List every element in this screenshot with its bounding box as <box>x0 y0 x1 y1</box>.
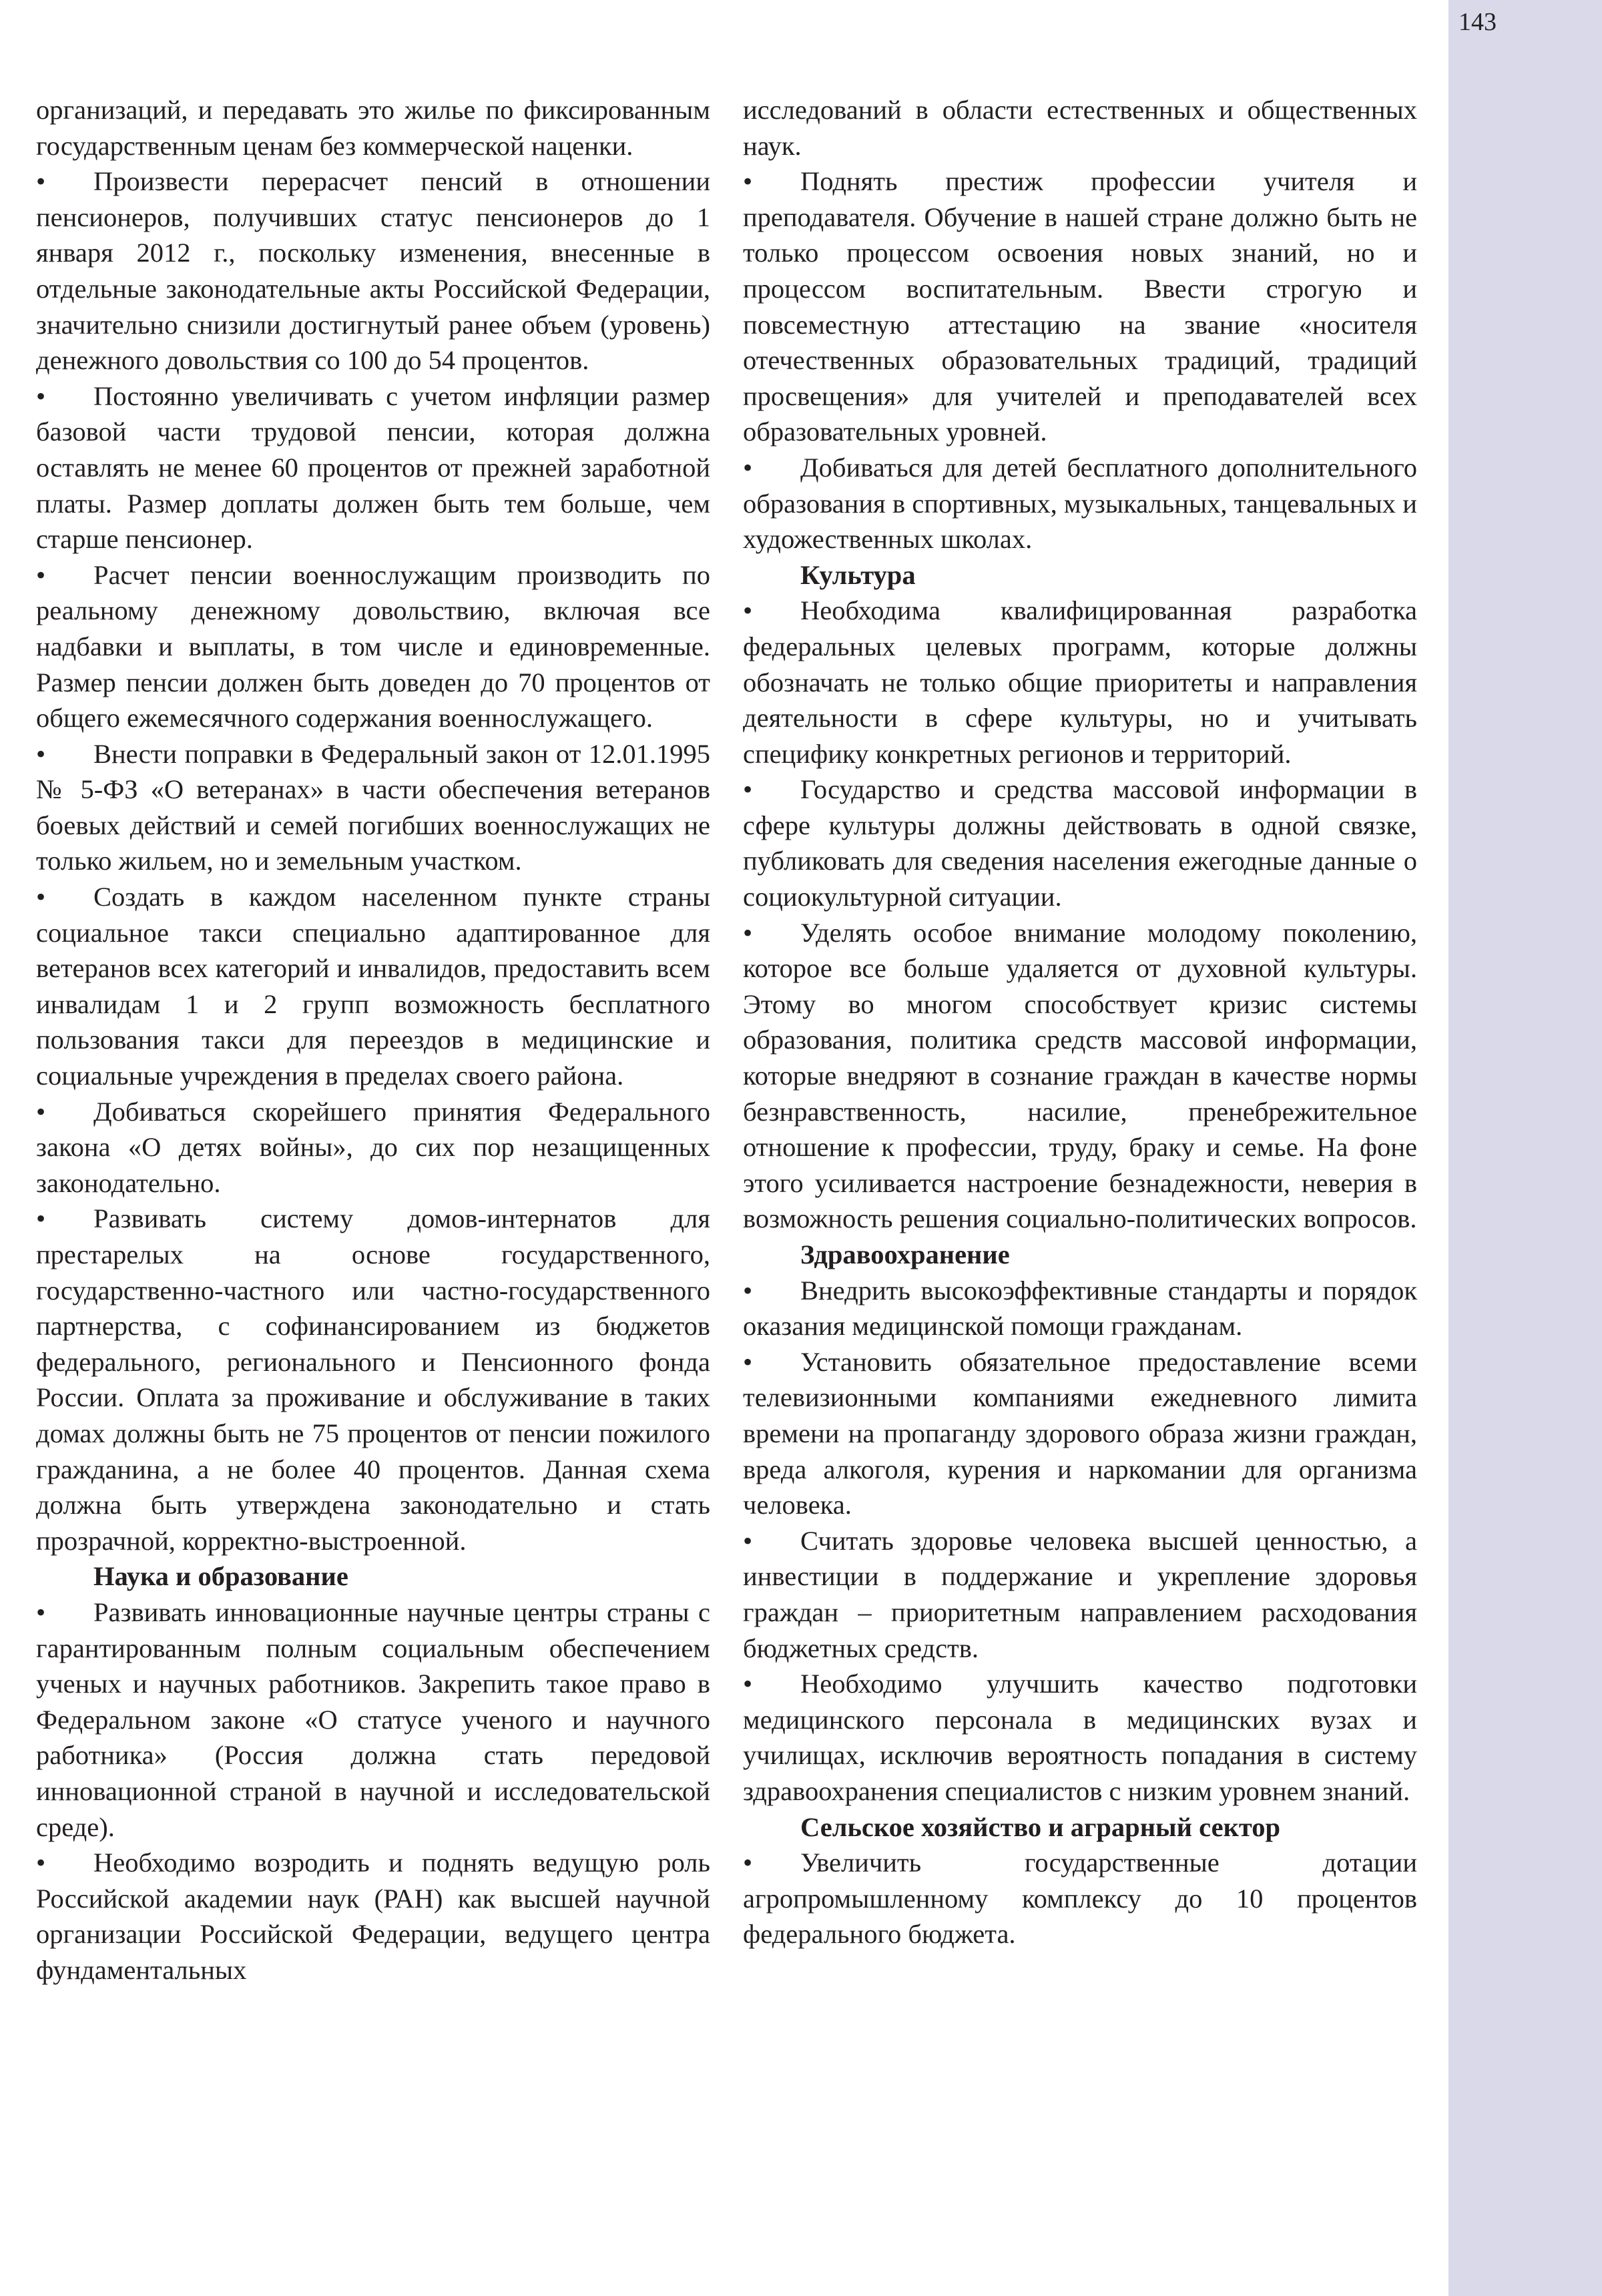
bullet-paragraph: • Добиваться для детей бесплатного дополнительного образования в спортивных, музыкальных, танцевальных и художественных школах. <box>743 450 1417 557</box>
bullet-paragraph: • Необходима квалифицированная разработка федеральных целевых программ, которые должны обозначать не только общие приоритеты и направления деятельности в сфере культуры, но и учитывать специфику конкретных регионов и территорий. <box>743 593 1417 772</box>
bullet-paragraph: • Увеличить государственные дотации агропромышленному комплексу до 10 процентов федерального бюджета. <box>743 1845 1417 1952</box>
bullet-paragraph: • Государство и средства массовой информации в сфере культуры должны действовать в одной связке, публиковать для сведения населения ежегодные данные о социокультурной ситуации. <box>743 772 1417 914</box>
bullet-paragraph: • Развивать систему домов-интернатов для престарелых на основе государственного, государственно-частного или частно-государственного партнерства, с софинансированием из бюджетов федерального, регионального и Пенсионного фонда России. Оплата за проживание и обслуживание в таких домах должны быть не 75 процентов от пенсии пожилого гражданина, а не более 40 процентов. Данная схема должна быть утверждена законодательно и стать прозрачной, корректно-выстроенной. <box>36 1201 710 1558</box>
left-column <box>36 92 710 1988</box>
continued-paragraph: организаций, и передавать это жилье по фиксированным государственным ценам без коммерческой наценки. <box>36 95 710 161</box>
right-column <box>743 92 1417 1952</box>
page-number: 143 <box>1458 8 1497 36</box>
bullet-paragraph: • Расчет пенсии военнослужащим производить по реальному денежному довольствию, включая все надбавки и выплаты, в том числе и единовременные. Размер пенсии должен быть доведен до 70 процентов от общего ежемесячного содержания военнослужащего. <box>36 557 710 736</box>
bullet-paragraph: • Создать в каждом населенном пункте страны социальное такси специально адаптированное для ветеранов всех категорий и инвалидов, предоставить всем инвалидам 1 и 2 групп возможность бесплатного пользования такси для переездов в медицинские и социальные учреждения в пределах своего района. <box>36 879 710 1094</box>
bullet-paragraph: • Установить обязательное предоставление всеми телевизионными компаниями ежедневного лимита времени на пропаганду здорового образа жизни граждан, вреда алкоголя, курения и наркомании для организма человека. <box>743 1344 1417 1523</box>
bullet-paragraph: • Уделять особое внимание молодому поколению, которое все больше удаляется от духовной культуры. Этому во многом способствует кризис системы образования, политика средств массовой информации, которые внедряют в сознание граждан в качестве нормы безнравственность, насилие, пренебрежительное отношение к профессии, труду, браку и семье. На фоне этого усиливается настроение безнадежности, неверия в возможность решения социально-политических вопросов. <box>743 915 1417 1237</box>
section-heading: Здравоохранение <box>800 1239 1010 1269</box>
section-heading: Сельское хозяйство и аграрный сектор <box>800 1811 1281 1842</box>
bullet-paragraph: • Внедрить высокоэффективные стандарты и порядок оказания медицинской помощи гражданам. <box>743 1273 1417 1344</box>
section-heading: Наука и образование <box>93 1561 348 1592</box>
continued-paragraph: исследований в области естественных и общественных наук. <box>743 95 1417 161</box>
bullet-paragraph: • Необходимо улучшить качество подготовки медицинского персонала в медицинских вузах и училищах, исключив вероятность попадания в систему здравоохранения специалистов с низким уровнем знаний. <box>743 1666 1417 1809</box>
section-heading: Культура <box>800 559 916 590</box>
bullet-paragraph: • Внести поправки в Федеральный закон от 12.01.1995 № 5-ФЗ «О ветеранах» в части обеспечения ветеранов боевых действий и семей погибших военнослужащих не только жильем, но и земельным участком. <box>36 736 710 879</box>
bullet-paragraph: • Считать здоровье человека высшей ценностью, а инвестиции в поддержание и укрепление здоровья граждан – приоритетным направлением расходования бюджетных средств. <box>743 1523 1417 1666</box>
bullet-paragraph: • Необходимо возродить и поднять ведущую роль Российской академии наук (РАН) как высшей научной организации Российской Федерации, ведущего центра фундаментальных <box>36 1845 710 1988</box>
bullet-paragraph: • Поднять престиж профессии учителя и преподавателя. Обучение в нашей стране должно быть не только процессом освоения новых знаний, но и процессом воспитательным. Ввести строгую и повсеместную аттестацию на звание «носителя отечественных образовательных традиций, традиций просвещения» для учителей и преподавателей всех образовательных уровней. <box>743 164 1417 450</box>
bullet-paragraph: • Произвести перерасчет пенсий в отношении пенсионеров, получивших статус пенсионеров до 1 января 2012 г., поскольку изменения, внесенные в отдельные законодательные акты Российской Федерации, значительно снизили достигнутый ранее объем (уровень) денежного довольствия со 100 до 54 процентов. <box>36 164 710 378</box>
bullet-paragraph: • Добиваться скорейшего принятия Федерального закона «О детях войны», до сих пор незащищенных законодательно. <box>36 1094 710 1201</box>
bullet-paragraph: • Развивать инновационные научные центры страны с гарантированным полным социальным обеспечением ученых и научных работников. Закрепить такое право в Федеральном законе «О статусе ученого и научного работника» (Россия должна стать передовой инновационной страной в научной и исследовательской среде). <box>36 1595 710 1845</box>
bullet-paragraph: • Постоянно увеличивать с учетом инфляции размер базовой части трудовой пенсии, которая должна оставлять не менее 60 процентов от прежней заработной платы. Размер доплаты должен быть тем больше, чем старше пенсионер. <box>36 378 710 557</box>
side-margin-strip <box>1448 0 1602 2296</box>
